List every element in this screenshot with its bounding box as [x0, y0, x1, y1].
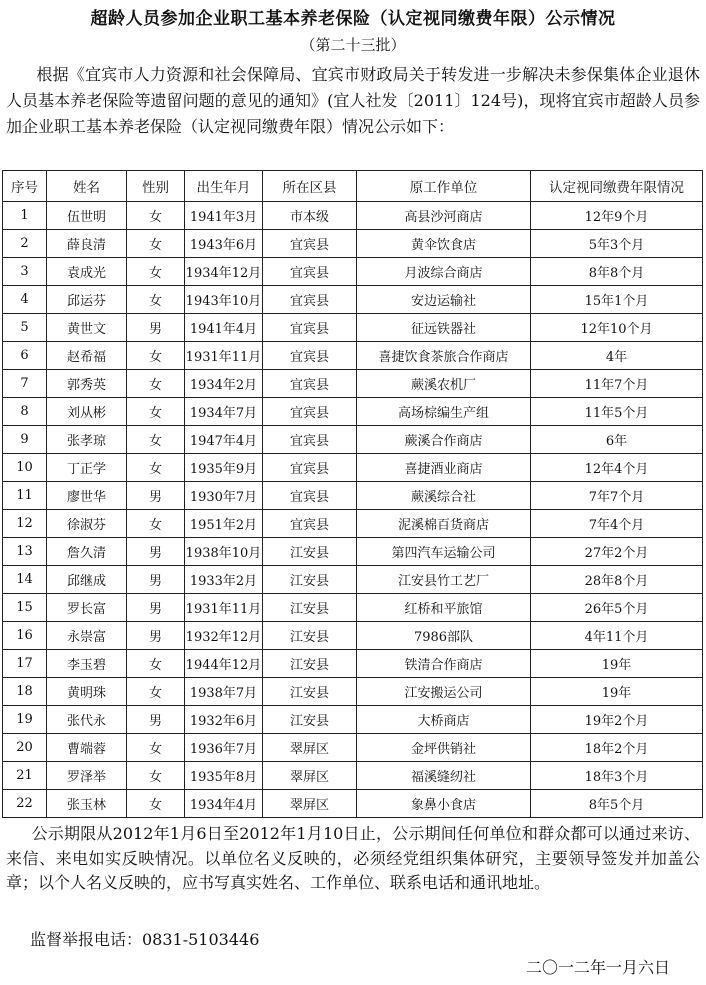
- cell-seq-number: 9: [3, 426, 47, 454]
- column-header-contribution-years: 认定视同缴费年限情况: [531, 171, 703, 202]
- table-row: [3, 314, 703, 342]
- cell-birth-date: 1943年10月: [185, 286, 263, 314]
- cell-former-employer: 安边运输社: [357, 286, 531, 314]
- cell-district: 江安县: [263, 566, 357, 594]
- cell-name: 黄明珠: [47, 678, 127, 706]
- cell-gender: 女: [127, 258, 185, 286]
- cell-seq-number: 22: [3, 790, 47, 818]
- table-row: [3, 734, 703, 762]
- cell-birth-date: 1934年7月: [185, 398, 263, 426]
- cell-seq-number: 6: [3, 342, 47, 370]
- table-row: [3, 566, 703, 594]
- roster-table: [2, 170, 703, 818]
- cell-contribution-years: 11年7个月: [531, 370, 703, 398]
- table-row: [3, 342, 703, 370]
- table-row: [3, 286, 703, 314]
- cell-contribution-years: 26年5个月: [531, 594, 703, 622]
- cell-seq-number: 20: [3, 734, 47, 762]
- cell-former-employer: 蕨溪合作商店: [357, 426, 531, 454]
- table-row: [3, 398, 703, 426]
- cell-district: 宜宾县: [263, 426, 357, 454]
- cell-birth-date: 1951年2月: [185, 510, 263, 538]
- cell-district: 江安县: [263, 650, 357, 678]
- cell-former-employer: 泥溪棉百货商店: [357, 510, 531, 538]
- table-row: [3, 482, 703, 510]
- cell-gender: 男: [127, 314, 185, 342]
- cell-gender: 女: [127, 734, 185, 762]
- cell-contribution-years: 18年2个月: [531, 734, 703, 762]
- cell-name: 曹端蓉: [47, 734, 127, 762]
- cell-contribution-years: 12年9个月: [531, 202, 703, 230]
- table-row: [3, 370, 703, 398]
- cell-district: 江安县: [263, 538, 357, 566]
- cell-seq-number: 8: [3, 398, 47, 426]
- cell-gender: 男: [127, 482, 185, 510]
- table-row: [3, 454, 703, 482]
- cell-former-employer: 红桥和平旅馆: [357, 594, 531, 622]
- cell-birth-date: 1935年8月: [185, 762, 263, 790]
- cell-birth-date: 1934年12月: [185, 258, 263, 286]
- cell-name: 薛良清: [47, 230, 127, 258]
- cell-district: 宜宾县: [263, 482, 357, 510]
- cell-gender: 女: [127, 510, 185, 538]
- cell-contribution-years: 5年3个月: [531, 230, 703, 258]
- cell-contribution-years: 6年: [531, 426, 703, 454]
- cell-former-employer: 蕨溪农机厂: [357, 370, 531, 398]
- cell-name: 邱运芬: [47, 286, 127, 314]
- cell-contribution-years: 19年: [531, 678, 703, 706]
- cell-name: 刘从彬: [47, 398, 127, 426]
- cell-former-employer: 高场棕编生产组: [357, 398, 531, 426]
- cell-birth-date: 1931年11月: [185, 594, 263, 622]
- document-title: 超龄人员参加企业职工基本养老保险（认定视同缴费年限）公示情况: [90, 9, 616, 29]
- cell-former-employer: 江安县竹工艺厂: [357, 566, 531, 594]
- table-row: [3, 650, 703, 678]
- cell-birth-date: 1933年2月: [185, 566, 263, 594]
- cell-district: 市本级: [263, 202, 357, 230]
- cell-seq-number: 13: [3, 538, 47, 566]
- cell-contribution-years: 4年: [531, 342, 703, 370]
- batch-subtitle: （第二十三批）: [300, 36, 406, 54]
- cell-seq-number: 7: [3, 370, 47, 398]
- cell-gender: 女: [127, 286, 185, 314]
- cell-contribution-years: 8年5个月: [531, 790, 703, 818]
- cell-gender: 女: [127, 398, 185, 426]
- cell-gender: 女: [127, 650, 185, 678]
- cell-seq-number: 12: [3, 510, 47, 538]
- cell-former-employer: 蕨溪综合社: [357, 482, 531, 510]
- cell-district: 江安县: [263, 678, 357, 706]
- cell-birth-date: 1934年4月: [185, 790, 263, 818]
- cell-former-employer: 金坪供销社: [357, 734, 531, 762]
- cell-seq-number: 14: [3, 566, 47, 594]
- cell-gender: 女: [127, 426, 185, 454]
- table-row: [3, 762, 703, 790]
- cell-former-employer: 高县沙河商店: [357, 202, 531, 230]
- cell-name: 伍世明: [47, 202, 127, 230]
- cell-district: 江安县: [263, 594, 357, 622]
- cell-contribution-years: 19年2个月: [531, 706, 703, 734]
- column-header-gender: 性别: [127, 171, 185, 202]
- notice-paragraph: 公示期限从2012年1月6日至2012年1月10日止，公示期间任何单位和群众都可以通过来访、来信、来电如实反映情况。以单位名义反映的，必须经党组织集体研究，主要领导签发并加盖公章；以个人名义反映的，应书写真实姓名、工作单位、联系电话和通讯地址。: [6, 824, 700, 892]
- cell-name: 罗泽举: [47, 762, 127, 790]
- cell-birth-date: 1931年11月: [185, 342, 263, 370]
- cell-seq-number: 21: [3, 762, 47, 790]
- cell-contribution-years: 27年2个月: [531, 538, 703, 566]
- cell-former-employer: 黄伞饮食店: [357, 230, 531, 258]
- cell-birth-date: 1943年6月: [185, 230, 263, 258]
- cell-district: 宜宾县: [263, 286, 357, 314]
- cell-seq-number: 1: [3, 202, 47, 230]
- cell-former-employer: 大桥商店: [357, 706, 531, 734]
- cell-district: 翠屏区: [263, 734, 357, 762]
- table-row: [3, 678, 703, 706]
- hotline-text: 监督举报电话：0831-5103446: [30, 930, 260, 949]
- cell-former-employer: 月波综合商店: [357, 258, 531, 286]
- cell-former-employer: 喜捷饮食茶旅合作商店: [357, 342, 531, 370]
- cell-name: 张代永: [47, 706, 127, 734]
- cell-birth-date: 1944年12月: [185, 650, 263, 678]
- cell-birth-date: 1941年4月: [185, 314, 263, 342]
- cell-district: 翠屏区: [263, 762, 357, 790]
- cell-seq-number: 10: [3, 454, 47, 482]
- table-row: [3, 510, 703, 538]
- cell-seq-number: 18: [3, 678, 47, 706]
- cell-former-employer: 第四汽车运输公司: [357, 538, 531, 566]
- table-body: [3, 202, 703, 818]
- cell-district: 翠屏区: [263, 790, 357, 818]
- cell-former-employer: 7986部队: [357, 622, 531, 650]
- cell-contribution-years: 7年4个月: [531, 510, 703, 538]
- cell-birth-date: 1947年4月: [185, 426, 263, 454]
- table-row: [3, 426, 703, 454]
- cell-district: 宜宾县: [263, 510, 357, 538]
- table-row: [3, 258, 703, 286]
- cell-name: 廖世华: [47, 482, 127, 510]
- column-header-name: 姓名: [47, 171, 127, 202]
- cell-gender: 男: [127, 566, 185, 594]
- cell-gender: 女: [127, 790, 185, 818]
- cell-contribution-years: 12年4个月: [531, 454, 703, 482]
- cell-seq-number: 5: [3, 314, 47, 342]
- cell-birth-date: 1938年10月: [185, 538, 263, 566]
- cell-former-employer: 江安搬运公司: [357, 678, 531, 706]
- cell-name: 永崇富: [47, 622, 127, 650]
- cell-name: 李玉碧: [47, 650, 127, 678]
- cell-gender: 女: [127, 454, 185, 482]
- cell-contribution-years: 7年7个月: [531, 482, 703, 510]
- cell-district: 宜宾县: [263, 342, 357, 370]
- cell-district: 江安县: [263, 622, 357, 650]
- cell-contribution-years: 28年8个月: [531, 566, 703, 594]
- table-row: [3, 706, 703, 734]
- cell-name: 张孝琼: [47, 426, 127, 454]
- cell-seq-number: 19: [3, 706, 47, 734]
- cell-gender: 男: [127, 594, 185, 622]
- cell-gender: 女: [127, 202, 185, 230]
- table-row: [3, 594, 703, 622]
- cell-gender: 男: [127, 538, 185, 566]
- cell-former-employer: 征远铁器社: [357, 314, 531, 342]
- cell-former-employer: 象鼻小食店: [357, 790, 531, 818]
- cell-former-employer: 喜捷酒业商店: [357, 454, 531, 482]
- cell-district: 宜宾县: [263, 454, 357, 482]
- cell-seq-number: 2: [3, 230, 47, 258]
- document-date: 二〇一二年一月六日: [525, 958, 670, 977]
- cell-contribution-years: 4年11个月: [531, 622, 703, 650]
- table-row: [3, 790, 703, 818]
- cell-district: 江安县: [263, 706, 357, 734]
- cell-contribution-years: 11年5个月: [531, 398, 703, 426]
- cell-former-employer: 铁清合作商店: [357, 650, 531, 678]
- cell-district: 宜宾县: [263, 398, 357, 426]
- cell-former-employer: 福溪缝纫社: [357, 762, 531, 790]
- table-row: [3, 538, 703, 566]
- cell-name: 罗长富: [47, 594, 127, 622]
- cell-birth-date: 1932年12月: [185, 622, 263, 650]
- column-header-birth-date: 出生年月: [185, 171, 263, 202]
- column-header-former-employer: 原工作单位: [357, 171, 531, 202]
- cell-gender: 女: [127, 342, 185, 370]
- cell-seq-number: 17: [3, 650, 47, 678]
- table-row: [3, 202, 703, 230]
- cell-name: 黄世文: [47, 314, 127, 342]
- cell-gender: 女: [127, 678, 185, 706]
- cell-name: 袁成光: [47, 258, 127, 286]
- cell-seq-number: 15: [3, 594, 47, 622]
- cell-birth-date: 1934年2月: [185, 370, 263, 398]
- cell-birth-date: 1932年6月: [185, 706, 263, 734]
- table-row: [3, 622, 703, 650]
- cell-gender: 女: [127, 370, 185, 398]
- table-header-row: [3, 171, 703, 202]
- cell-seq-number: 11: [3, 482, 47, 510]
- cell-seq-number: 4: [3, 286, 47, 314]
- cell-district: 宜宾县: [263, 370, 357, 398]
- cell-contribution-years: 15年1个月: [531, 286, 703, 314]
- table-row: [3, 230, 703, 258]
- cell-seq-number: 3: [3, 258, 47, 286]
- cell-name: 郭秀英: [47, 370, 127, 398]
- cell-birth-date: 1935年9月: [185, 454, 263, 482]
- cell-gender: 男: [127, 706, 185, 734]
- cell-gender: 男: [127, 622, 185, 650]
- cell-name: 詹久清: [47, 538, 127, 566]
- cell-birth-date: 1930年7月: [185, 482, 263, 510]
- intro-paragraph: 根据《宜宾市人力资源和社会保障局、宜宾市财政局关于转发进一步解决未参保集体企业退休人员基本养老保险等遗留问题的意见的通知》(宜人社发〔2011〕124号)，现将宜宾市超龄人员参加企业职工基本养老保险（认定视同缴费年限）情况公示如下：: [6, 65, 700, 136]
- cell-contribution-years: 19年: [531, 650, 703, 678]
- cell-contribution-years: 8年8个月: [531, 258, 703, 286]
- cell-birth-date: 1941年3月: [185, 202, 263, 230]
- cell-name: 丁正学: [47, 454, 127, 482]
- column-header-seq-number: 序号: [3, 171, 47, 202]
- cell-contribution-years: 12年10个月: [531, 314, 703, 342]
- column-header-district: 所在区县: [263, 171, 357, 202]
- cell-name: 赵希福: [47, 342, 127, 370]
- cell-contribution-years: 18年3个月: [531, 762, 703, 790]
- cell-district: 宜宾县: [263, 258, 357, 286]
- cell-name: 邱继成: [47, 566, 127, 594]
- cell-name: 徐淑芬: [47, 510, 127, 538]
- cell-birth-date: 1936年7月: [185, 734, 263, 762]
- cell-name: 张玉林: [47, 790, 127, 818]
- cell-seq-number: 16: [3, 622, 47, 650]
- cell-gender: 女: [127, 762, 185, 790]
- cell-gender: 女: [127, 230, 185, 258]
- cell-birth-date: 1938年7月: [185, 678, 263, 706]
- cell-district: 宜宾县: [263, 230, 357, 258]
- cell-district: 宜宾县: [263, 314, 357, 342]
